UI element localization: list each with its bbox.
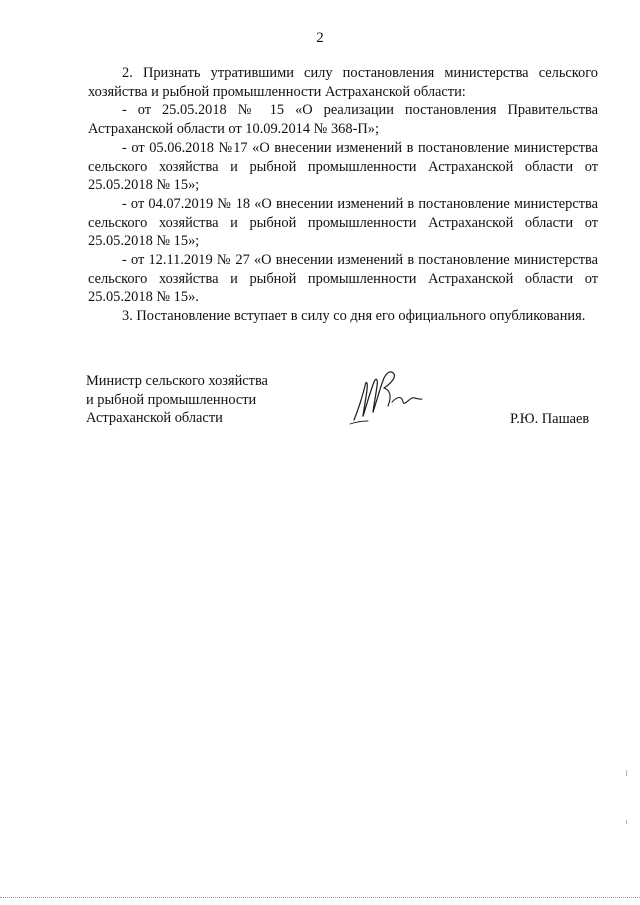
signatory-title-line: и рыбной промышленности [86,391,257,408]
paragraph-2-repeal: 2. Признать утратившими силу постановления министерства сельского хозяйства и рыбной промышленности Астраханской области: [88,65,598,100]
signatory-name: Р.Ю. Пашаев [510,411,590,427]
scan-artifact [626,820,627,824]
list-item-2019-18: - от 04.07.2019 № 18 «О внесении изменений в постановление министерства сельского хозяйства и рыбной промышленности Астраханской области от 25.05.2018 № 15»; [88,195,598,250]
list-item-2018-15: - от 25.05.2018 № 15 «О реализации постановления Правительства Астраханской области от 10.09.2014 № 368-П»; [88,102,598,138]
signatory-title [86,372,268,428]
scan-edge-line [0,897,640,898]
document-body [88,64,598,326]
signature-block [86,372,606,442]
paragraph-3-effective: 3. Постановление вступает в силу со дня его официального опубликования. [122,308,586,325]
list-item-2019-27: - от 12.11.2019 № 27 «О внесении изменений в постановление министерства сельского хозяйства и рыбной промышленности Астраханской области от 25.05.2018 № 15». [88,252,598,306]
signatory-title-line: Министр сельского хозяйства [86,373,268,389]
signatory-title-line: Астраханской области [86,410,223,426]
handwritten-signature [348,366,428,426]
page-number: 2 [316,30,324,46]
list-item-2018-17: - от 05.06.2018 №17 «О внесении изменений в постановление министерства сельского хозяйства и рыбной промышленности Астраханской области от 25.05.2018 № 15»; [88,139,598,194]
scan-artifact [626,770,627,776]
